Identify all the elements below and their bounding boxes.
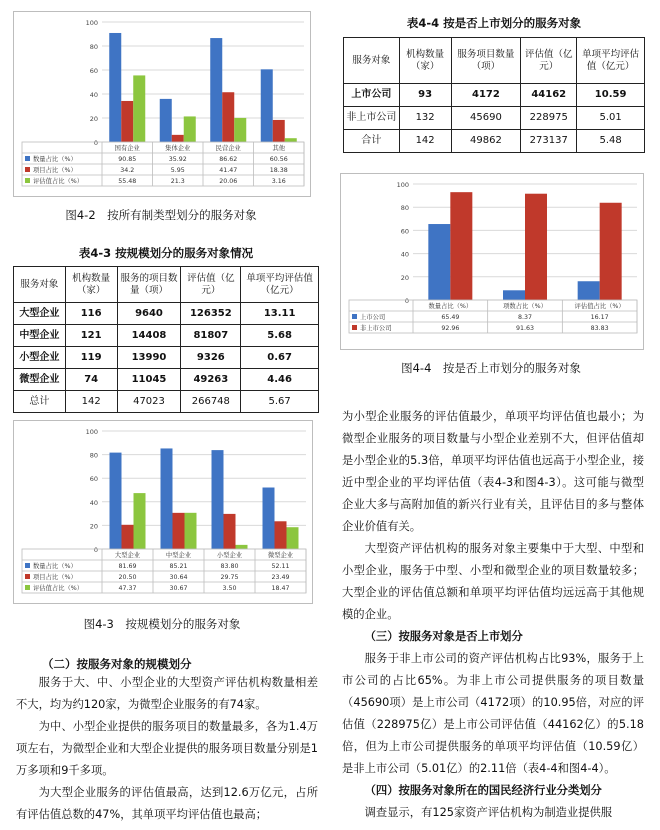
data-label: 52.11 bbox=[271, 563, 290, 570]
table-header-cell: 服务的项目数量（项） bbox=[117, 267, 181, 303]
section-heading-listed: （三）按服务对象是否上市划分 bbox=[364, 630, 523, 643]
table-cell: 4.46 bbox=[241, 369, 319, 391]
table-header-row bbox=[344, 38, 645, 84]
table-cell: 81807 bbox=[181, 325, 241, 347]
legend-swatch bbox=[25, 167, 30, 172]
data-label: 5.95 bbox=[170, 167, 185, 174]
y-tick-label: 20 bbox=[89, 115, 98, 123]
bar-1 bbox=[110, 453, 122, 549]
legend-swatch bbox=[352, 325, 357, 330]
legend-label: 非上市公司 bbox=[360, 325, 392, 332]
category-label: 小型企业 bbox=[216, 552, 243, 559]
legend-swatch bbox=[25, 585, 30, 590]
bar-1 bbox=[160, 99, 172, 142]
table-cell: 上市公司 bbox=[344, 84, 400, 107]
table-header-cell: 服务对象 bbox=[14, 267, 66, 303]
table-cell: 132 bbox=[399, 107, 451, 130]
bar-3 bbox=[184, 116, 196, 142]
y-tick-label: 20 bbox=[89, 522, 98, 531]
bar-3 bbox=[134, 493, 146, 549]
table4-3 bbox=[13, 266, 319, 413]
table-cell: 119 bbox=[65, 347, 117, 369]
category-label: 大型企业 bbox=[114, 552, 141, 559]
legend-swatch bbox=[352, 314, 357, 319]
category-label: 集体企业 bbox=[165, 145, 191, 152]
data-label: 81.69 bbox=[118, 563, 137, 570]
table-header-cell: 服务项目数量（项） bbox=[451, 38, 521, 84]
fig4-2-chart bbox=[13, 11, 311, 197]
fig4-3-chart bbox=[13, 420, 313, 604]
fig4-2-caption: 图4-2 按所有制类型划分的服务对象 bbox=[65, 208, 257, 222]
y-tick-label: 40 bbox=[400, 250, 409, 259]
table-header-cell: 机构数量（家） bbox=[65, 267, 117, 303]
bar-2 bbox=[450, 192, 472, 300]
legend-swatch bbox=[25, 574, 30, 579]
y-tick-label: 40 bbox=[89, 91, 98, 99]
table-cell: 9326 bbox=[181, 347, 241, 369]
data-label: 65.49 bbox=[441, 314, 460, 321]
table-cell: 5.01 bbox=[577, 107, 645, 130]
fig4-4-svg bbox=[341, 174, 643, 349]
table-cell: 121 bbox=[65, 325, 117, 347]
category-label: 项数占比（%） bbox=[503, 303, 547, 310]
bar-1 bbox=[261, 69, 273, 142]
bar-2 bbox=[275, 521, 287, 549]
table-cell: 44162 bbox=[521, 84, 577, 107]
table-cell: 13990 bbox=[117, 347, 181, 369]
bar-2 bbox=[222, 92, 234, 142]
table-cell: 11045 bbox=[117, 369, 181, 391]
bar-3 bbox=[285, 138, 297, 142]
data-label: 85.21 bbox=[169, 563, 188, 570]
data-label: 86.62 bbox=[219, 156, 238, 163]
data-label: 21.3 bbox=[170, 178, 185, 185]
data-label: 20.06 bbox=[219, 178, 238, 185]
category-label: 数量占比（%） bbox=[428, 303, 473, 310]
paragraph: 调查显示，有125家资产评估机构为制造业提供服 bbox=[364, 806, 613, 819]
table4-3-title: 表4-3 按规模划分的服务对象情况 bbox=[78, 246, 254, 260]
bar-2 bbox=[273, 120, 285, 142]
table-header-cell: 单项平均评估值（亿元） bbox=[241, 267, 319, 303]
legend-swatch bbox=[25, 156, 30, 161]
y-tick-label: 100 bbox=[85, 428, 98, 436]
y-tick-label: 100 bbox=[85, 19, 98, 27]
y-tick-label: 40 bbox=[89, 498, 98, 507]
data-label: 29.75 bbox=[220, 574, 239, 581]
bar-3 bbox=[234, 118, 246, 142]
paragraph: 为大型企业服务的评估值最高，达到12.6万亿元，占所有评估值总数的47%，其单项平均评估值也最高； bbox=[16, 786, 318, 821]
data-label: 30.64 bbox=[169, 574, 188, 581]
table-row bbox=[14, 325, 319, 347]
y-tick-label: 20 bbox=[400, 273, 409, 282]
table-row bbox=[14, 369, 319, 391]
bar-1 bbox=[428, 224, 450, 300]
paragraph: 为中、小型企业提供的服务项目的数量最多，各为1.4万项左右，为微型企业和大型企业提供的服务项目数量分别是1万多项和9千多项。 bbox=[16, 720, 318, 777]
data-label: 3.50 bbox=[222, 585, 237, 592]
data-label: 18.47 bbox=[271, 585, 290, 592]
fig4-2-svg bbox=[14, 12, 310, 196]
section-heading-industry: （四）按服务对象所在的国民经济行业分类划分 bbox=[364, 784, 602, 797]
data-label: 41.47 bbox=[219, 167, 238, 174]
table-cell: 总计 bbox=[14, 391, 66, 413]
data-label: 16.17 bbox=[590, 314, 609, 321]
fig4-3-svg bbox=[14, 421, 312, 603]
data-label: 60.56 bbox=[269, 156, 288, 163]
data-label: 90.85 bbox=[118, 156, 137, 163]
table-cell: 228975 bbox=[521, 107, 577, 130]
table-header-cell: 评估值（亿元） bbox=[521, 38, 577, 84]
table-cell: 9640 bbox=[117, 303, 181, 325]
paragraph: 服务于非上市公司的资产评估机构占比93%，服务于上市公司的占比65%。为非上市公司提供服务的项目数量（45690项）是上市公司（4172项）的10.95倍，对应的评估值（228975亿）是上市公司评估值（44162亿）的5.18倍，但为上市公司提供服务的单项平均评估值（10.59亿）是非上市公司（5.01亿）的2.11倍（表4-4和图4-4）。 bbox=[342, 652, 644, 775]
legend-swatch bbox=[25, 178, 30, 183]
data-label: 8.37 bbox=[517, 314, 533, 321]
bar-1 bbox=[109, 33, 121, 142]
bar-1 bbox=[503, 290, 525, 300]
table-cell: 273137 bbox=[521, 130, 577, 153]
table-cell: 14408 bbox=[117, 325, 181, 347]
data-label: 83.83 bbox=[590, 325, 609, 332]
y-tick-label: 60 bbox=[89, 475, 98, 484]
category-label: 其他 bbox=[272, 145, 286, 152]
table-cell: 49862 bbox=[451, 130, 521, 153]
fig4-4-caption: 图4-4 按是否上市划分的服务对象 bbox=[401, 361, 581, 375]
y-tick-label: 100 bbox=[396, 181, 409, 189]
table-cell: 小型企业 bbox=[14, 347, 66, 369]
paragraph: 服务于大、中、小型企业的大型资产评估机构数量相差不大，均为约120家，为微型企业服务的有74家。 bbox=[16, 676, 318, 711]
table-total-row bbox=[14, 391, 319, 413]
legend-label: 项目占比（%） bbox=[33, 574, 77, 581]
data-label: 47.37 bbox=[118, 585, 137, 592]
bar-1 bbox=[212, 450, 224, 549]
bar-3 bbox=[133, 75, 145, 142]
bar-1 bbox=[578, 281, 600, 300]
table-cell: 266748 bbox=[181, 391, 241, 413]
table-row bbox=[14, 303, 319, 325]
bar-2 bbox=[122, 525, 134, 549]
table-cell: 45690 bbox=[451, 107, 521, 130]
bar-1 bbox=[161, 448, 173, 549]
table-cell: 中型企业 bbox=[14, 325, 66, 347]
legend-label: 评估值占比（%） bbox=[33, 178, 84, 185]
table-cell: 5.67 bbox=[241, 391, 319, 413]
category-label: 国有企业 bbox=[114, 145, 140, 152]
table-cell: 49263 bbox=[181, 369, 241, 391]
legend-label: 评估值占比（%） bbox=[33, 585, 84, 592]
legend-swatch bbox=[25, 563, 30, 568]
table4-4 bbox=[343, 37, 645, 153]
table-total-row bbox=[344, 130, 645, 153]
data-label: 83.80 bbox=[220, 563, 239, 570]
data-label: 34.2 bbox=[120, 167, 135, 174]
table-header-cell: 单项平均评估值（亿元） bbox=[577, 38, 645, 84]
bar-2 bbox=[121, 101, 133, 142]
table-cell: 大型企业 bbox=[14, 303, 66, 325]
table-cell: 47023 bbox=[117, 391, 181, 413]
bar-1 bbox=[210, 38, 222, 142]
bar-2 bbox=[525, 194, 547, 300]
category-label: 微型企业 bbox=[267, 552, 294, 559]
table-cell: 微型企业 bbox=[14, 369, 66, 391]
y-tick-label: 0 bbox=[93, 546, 98, 554]
table-header-cell: 评估值（亿元） bbox=[181, 267, 241, 303]
section-heading-scale: （二）按服务对象的规模划分 bbox=[42, 657, 192, 671]
table-cell: 5.48 bbox=[577, 130, 645, 153]
table-cell: 142 bbox=[399, 130, 451, 153]
paragraph: 大型资产评估机构的服务对象主要集中于大型、中型和小型企业，服务于中型、小型和微型企业的项目数量较多；大型企业的评估值总额和单项平均评估值均远远高于其他规模的企业。 bbox=[342, 542, 644, 621]
y-tick-label: 60 bbox=[400, 227, 409, 236]
table-cell: 142 bbox=[65, 391, 117, 413]
data-label: 30.67 bbox=[169, 585, 188, 592]
data-label: 18.38 bbox=[269, 167, 288, 174]
y-tick-label: 80 bbox=[400, 204, 409, 213]
table-row bbox=[14, 347, 319, 369]
category-label: 中型企业 bbox=[165, 552, 192, 559]
bar-2 bbox=[600, 203, 622, 300]
y-tick-label: 80 bbox=[89, 43, 98, 51]
bar-2 bbox=[224, 514, 236, 549]
category-label: 民营企业 bbox=[215, 145, 241, 152]
table-header-cell: 机构数量（家） bbox=[399, 38, 451, 84]
fig4-4-chart bbox=[340, 173, 644, 350]
bar-2 bbox=[173, 513, 185, 549]
table-cell: 4172 bbox=[451, 84, 521, 107]
bar-3 bbox=[236, 545, 248, 549]
left-body-text bbox=[16, 672, 318, 826]
table-cell: 116 bbox=[65, 303, 117, 325]
table-cell: 合计 bbox=[344, 130, 400, 153]
table-cell: 13.11 bbox=[241, 303, 319, 325]
data-label: 91.63 bbox=[515, 325, 535, 332]
table-cell: 10.59 bbox=[577, 84, 645, 107]
bar-3 bbox=[185, 513, 197, 549]
right-body-text bbox=[342, 406, 644, 824]
y-tick-label: 80 bbox=[89, 451, 98, 460]
data-label: 23.49 bbox=[271, 574, 290, 581]
data-label: 35.92 bbox=[168, 156, 187, 163]
data-label: 55.48 bbox=[118, 178, 137, 185]
paragraph: 为小型企业服务的评估值最少，单项平均评估值也最小；为微型企业服务的项目数量与小型企业差别不大，但评估值却是小型企业的5.3倍，单项平均评估值也远高于小型企业，接近中型企业的平均评估值（表4-3和图4-3）。这可能与微型企业大多与高附加值的新兴行业有关，且评估目的多与整体企业价值有关。 bbox=[342, 410, 644, 533]
table-cell: 0.67 bbox=[241, 347, 319, 369]
category-label: 评估值占比（%） bbox=[574, 303, 625, 310]
legend-label: 数量占比（%） bbox=[33, 156, 77, 163]
table4-4-title: 表4-4 按是否上市划分的服务对象 bbox=[406, 16, 582, 30]
table-cell: 5.68 bbox=[241, 325, 319, 347]
legend-label: 数量占比（%） bbox=[33, 563, 77, 570]
legend-label: 上市公司 bbox=[360, 314, 386, 321]
bar-2 bbox=[172, 135, 184, 142]
table-cell: 74 bbox=[65, 369, 117, 391]
table-cell: 非上市公司 bbox=[344, 107, 400, 130]
data-label: 3.16 bbox=[271, 178, 286, 185]
y-tick-label: 0 bbox=[93, 139, 98, 147]
bar-3 bbox=[287, 527, 299, 549]
y-tick-label: 0 bbox=[404, 297, 409, 305]
table-cell: 93 bbox=[399, 84, 451, 107]
table-header-cell: 服务对象 bbox=[344, 38, 400, 84]
data-label: 92.96 bbox=[441, 325, 460, 332]
table-header-row bbox=[14, 267, 319, 303]
table-row bbox=[344, 84, 645, 107]
fig4-3-caption: 图4-3 按规模划分的服务对象 bbox=[83, 617, 241, 631]
bar-1 bbox=[263, 488, 275, 549]
table-cell: 126352 bbox=[181, 303, 241, 325]
legend-label: 项目占比（%） bbox=[33, 167, 77, 174]
table-row bbox=[344, 107, 645, 130]
y-tick-label: 60 bbox=[89, 67, 98, 75]
data-label: 20.50 bbox=[118, 574, 137, 581]
